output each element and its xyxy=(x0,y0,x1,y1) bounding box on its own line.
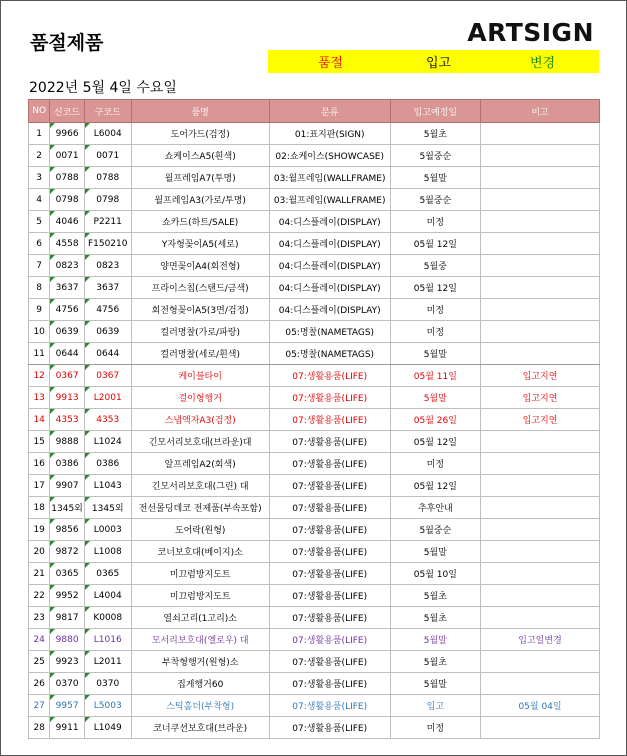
cell-category: 07:생활용품(LIFE) xyxy=(269,585,390,607)
cell-category: 04:디스플레이(DISPLAY) xyxy=(269,211,390,233)
cell-old-code: 0644 xyxy=(84,343,131,365)
table-row xyxy=(29,409,600,431)
cell-eta: 미정 xyxy=(390,717,480,739)
cell-no: 5 xyxy=(29,211,50,233)
cell-new-code: 9880 xyxy=(50,629,85,651)
cell-old-code: L2001 xyxy=(84,387,131,409)
table-row xyxy=(29,563,600,585)
cell-old-code: 0365 xyxy=(84,563,131,585)
table-row xyxy=(29,519,600,541)
cell-eta: 5월말 xyxy=(390,343,480,365)
cell-category: 07:생활용품(LIFE) xyxy=(269,409,390,431)
cell-product-name: 컬러명찰(세로/흰색) xyxy=(131,343,269,365)
cell-old-code: L4004 xyxy=(84,585,131,607)
cell-old-code: L1043 xyxy=(84,475,131,497)
cell-category: 07:생활용품(LIFE) xyxy=(269,695,390,717)
cell-no: 21 xyxy=(29,563,50,585)
table-row xyxy=(29,695,600,717)
cell-old-code: 0071 xyxy=(84,145,131,167)
cell-product-name: 부착형행거(원형)소 xyxy=(131,651,269,673)
cell-old-code: 3637 xyxy=(84,277,131,299)
col-header-old-code: 구코드 xyxy=(84,100,131,123)
cell-old-code: L6004 xyxy=(84,123,131,145)
cell-note xyxy=(481,343,600,365)
cell-category: 07:생활용품(LIFE) xyxy=(269,651,390,673)
cell-eta: 05월 10일 xyxy=(390,563,480,585)
cell-eta: 5월초 xyxy=(390,585,480,607)
cell-note xyxy=(481,123,600,145)
cell-eta: 5월말 xyxy=(390,629,480,651)
col-header-category: 분류 xyxy=(269,100,390,123)
cell-product-name: 스냅액자A3(검정) xyxy=(131,409,269,431)
cell-eta: 미정 xyxy=(390,211,480,233)
cell-old-code: 0386 xyxy=(84,453,131,475)
table-row xyxy=(29,365,600,387)
cell-product-name: 쇼카드(하트/SALE) xyxy=(131,211,269,233)
cell-eta: 추후안내 xyxy=(390,497,480,519)
table-row xyxy=(29,431,600,453)
cell-note xyxy=(481,585,600,607)
table-row xyxy=(29,299,600,321)
cell-no: 23 xyxy=(29,607,50,629)
cell-eta: 입고 xyxy=(390,695,480,717)
table-row xyxy=(29,145,600,167)
cell-old-code: 0788 xyxy=(84,167,131,189)
cell-no: 4 xyxy=(29,189,50,211)
cell-eta: 5월중순 xyxy=(390,519,480,541)
table-row xyxy=(29,189,600,211)
cell-old-code: L5003 xyxy=(84,695,131,717)
legend-restock: 입고 xyxy=(426,56,452,71)
cell-category: 04:디스플레이(DISPLAY) xyxy=(269,277,390,299)
cell-note: 입고지연 xyxy=(481,365,600,387)
cell-eta: 미정 xyxy=(390,299,480,321)
cell-category: 07:생활용품(LIFE) xyxy=(269,519,390,541)
col-header-new-code: 신코드 xyxy=(50,100,85,123)
cell-old-code: 0639 xyxy=(84,321,131,343)
cell-old-code: K0008 xyxy=(84,607,131,629)
cell-no: 22 xyxy=(29,585,50,607)
cell-note xyxy=(481,299,600,321)
col-header-eta: 입고예정일 xyxy=(390,100,480,123)
cell-no: 3 xyxy=(29,167,50,189)
cell-category: 07:생활용품(LIFE) xyxy=(269,717,390,739)
cell-note xyxy=(481,453,600,475)
cell-product-name: 회전형꽂이A5(3면/검정) xyxy=(131,299,269,321)
cell-note: 입고일변경 xyxy=(481,629,600,651)
table-row xyxy=(29,497,600,519)
cell-old-code: 4756 xyxy=(84,299,131,321)
cell-product-name: 도어락(원형) xyxy=(131,519,269,541)
cell-no: 24 xyxy=(29,629,50,651)
cell-new-code: 9907 xyxy=(50,475,85,497)
cell-product-name: 코너쿠션보호대(브라운) xyxy=(131,717,269,739)
cell-no: 1 xyxy=(29,123,50,145)
cell-eta: 5월중 xyxy=(390,255,480,277)
table-row xyxy=(29,167,600,189)
cell-no: 2 xyxy=(29,145,50,167)
cell-note xyxy=(481,431,600,453)
cell-note xyxy=(481,277,600,299)
cell-category: 04:디스플레이(DISPLAY) xyxy=(269,299,390,321)
cell-eta: 5월말 xyxy=(390,167,480,189)
cell-new-code: 0365 xyxy=(50,563,85,585)
cell-new-code: 4046 xyxy=(50,211,85,233)
cell-old-code: L1008 xyxy=(84,541,131,563)
cell-category: 03:월프레임(WALLFRAME) xyxy=(269,189,390,211)
cell-note: 입고지연 xyxy=(481,409,600,431)
cell-product-name: 전선몰딩데코 전제품(부속포함) xyxy=(131,497,269,519)
table-row xyxy=(29,673,600,695)
cell-new-code: 4353 xyxy=(50,409,85,431)
cell-old-code: L1024 xyxy=(84,431,131,453)
cell-old-code: 0367 xyxy=(84,365,131,387)
cell-eta: 5월초 xyxy=(390,607,480,629)
cell-eta: 05월 12일 xyxy=(390,431,480,453)
table-row xyxy=(29,607,600,629)
cell-no: 18 xyxy=(29,497,50,519)
cell-eta: 5월말 xyxy=(390,541,480,563)
table-row xyxy=(29,717,600,739)
cell-old-code: F150210 xyxy=(84,233,131,255)
cell-new-code: 9817 xyxy=(50,607,85,629)
cell-product-name: 양면꽂이A4(회전형) xyxy=(131,255,269,277)
cell-eta: 05월 12일 xyxy=(390,475,480,497)
cell-category: 07:생활용품(LIFE) xyxy=(269,475,390,497)
cell-no: 15 xyxy=(29,431,50,453)
legend-changed: 변경 xyxy=(530,56,556,71)
cell-note xyxy=(481,541,600,563)
cell-note xyxy=(481,211,600,233)
cell-no: 7 xyxy=(29,255,50,277)
cell-product-name: 모서리보호대(옐로우) 대 xyxy=(131,629,269,651)
cell-product-name: 미끄럼방지도트 xyxy=(131,585,269,607)
status-legend xyxy=(268,50,599,73)
cell-new-code: 9856 xyxy=(50,519,85,541)
table-row xyxy=(29,629,600,651)
cell-old-code: 0370 xyxy=(84,673,131,695)
cell-no: 20 xyxy=(29,541,50,563)
cell-new-code: 3637 xyxy=(50,277,85,299)
table-row xyxy=(29,453,600,475)
cell-new-code: 0386 xyxy=(50,453,85,475)
table-row xyxy=(29,387,600,409)
cell-eta: 05월 11일 xyxy=(390,365,480,387)
table-row xyxy=(29,585,600,607)
cell-category: 07:생활용품(LIFE) xyxy=(269,387,390,409)
col-header-note: 비고 xyxy=(481,100,600,123)
cell-product-name: 미끄럼방지도트 xyxy=(131,563,269,585)
cell-no: 9 xyxy=(29,299,50,321)
cell-category: 02:쇼케이스(SHOWCASE) xyxy=(269,145,390,167)
cell-old-code: L2011 xyxy=(84,651,131,673)
cell-new-code: 9888 xyxy=(50,431,85,453)
cell-category: 07:생활용품(LIFE) xyxy=(269,365,390,387)
table-header-row xyxy=(29,100,600,123)
cell-product-name: 케이블타이 xyxy=(131,365,269,387)
cell-new-code: 0644 xyxy=(50,343,85,365)
cell-note xyxy=(481,145,600,167)
cell-new-code: 1345외 xyxy=(50,497,85,519)
cell-category: 07:생활용품(LIFE) xyxy=(269,563,390,585)
cell-product-name: 스틱홀더(부착형) xyxy=(131,695,269,717)
soldout-table xyxy=(28,99,600,739)
cell-old-code: 4353 xyxy=(84,409,131,431)
cell-new-code: 9952 xyxy=(50,585,85,607)
table-row xyxy=(29,255,600,277)
cell-new-code: 9911 xyxy=(50,717,85,739)
cell-category: 07:생활용품(LIFE) xyxy=(269,497,390,519)
cell-eta: 5월중순 xyxy=(390,145,480,167)
table-row xyxy=(29,123,600,145)
cell-note xyxy=(481,321,600,343)
col-header-no: NO xyxy=(29,100,50,123)
cell-no: 17 xyxy=(29,475,50,497)
cell-new-code: 0788 xyxy=(50,167,85,189)
cell-note xyxy=(481,189,600,211)
cell-eta: 5월초 xyxy=(390,651,480,673)
cell-no: 8 xyxy=(29,277,50,299)
cell-product-name: 컬러명찰(가로/파랑) xyxy=(131,321,269,343)
cell-category: 07:생활용품(LIFE) xyxy=(269,431,390,453)
cell-no: 16 xyxy=(29,453,50,475)
cell-no: 11 xyxy=(29,343,50,365)
cell-eta: 05월 12일 xyxy=(390,277,480,299)
cell-eta: 5월말 xyxy=(390,387,480,409)
col-header-product-name: 품명 xyxy=(131,100,269,123)
cell-eta: 05월 12일 xyxy=(390,233,480,255)
cell-category: 07:생활용품(LIFE) xyxy=(269,673,390,695)
cell-note: 05월 04일 xyxy=(481,695,600,717)
cell-note: 입고지연 xyxy=(481,387,600,409)
cell-no: 13 xyxy=(29,387,50,409)
cell-category: 03:월프레임(WALLFRAME) xyxy=(269,167,390,189)
report-date: 2022년 5월 4일 수요일 xyxy=(29,80,177,96)
cell-new-code: 4756 xyxy=(50,299,85,321)
cell-product-name: 긴모서리보호대(그린) 대 xyxy=(131,475,269,497)
cell-old-code: L1049 xyxy=(84,717,131,739)
cell-new-code: 9913 xyxy=(50,387,85,409)
table-row xyxy=(29,233,600,255)
cell-note xyxy=(481,497,600,519)
cell-category: 07:생활용품(LIFE) xyxy=(269,607,390,629)
cell-note xyxy=(481,167,600,189)
cell-new-code: 9966 xyxy=(50,123,85,145)
cell-category: 05:명찰(NAMETAGS) xyxy=(269,343,390,365)
cell-new-code: 0639 xyxy=(50,321,85,343)
cell-product-name: 쇼케이스A5(흰색) xyxy=(131,145,269,167)
table-row xyxy=(29,211,600,233)
cell-eta: 미정 xyxy=(390,321,480,343)
cell-new-code: 0071 xyxy=(50,145,85,167)
cell-category: 07:생활용품(LIFE) xyxy=(269,453,390,475)
cell-category: 04:디스플레이(DISPLAY) xyxy=(269,255,390,277)
cell-note xyxy=(481,519,600,541)
cell-product-name: 도어가드(검정) xyxy=(131,123,269,145)
cell-note xyxy=(481,475,600,497)
cell-eta: 미정 xyxy=(390,453,480,475)
cell-category: 07:생활용품(LIFE) xyxy=(269,541,390,563)
cell-new-code: 9872 xyxy=(50,541,85,563)
cell-product-name: 프라이스칩(스탠드/금색) xyxy=(131,277,269,299)
cell-product-name: 코너보호대(베이지)소 xyxy=(131,541,269,563)
cell-no: 6 xyxy=(29,233,50,255)
table-row xyxy=(29,651,600,673)
table-row xyxy=(29,321,600,343)
cell-note xyxy=(481,563,600,585)
cell-category: 07:생활용품(LIFE) xyxy=(269,629,390,651)
brand-logo: ARTSIGN xyxy=(467,18,594,47)
cell-note xyxy=(481,673,600,695)
cell-no: 12 xyxy=(29,365,50,387)
cell-new-code: 9923 xyxy=(50,651,85,673)
table-row xyxy=(29,541,600,563)
cell-no: 25 xyxy=(29,651,50,673)
cell-note xyxy=(481,255,600,277)
cell-old-code: P2211 xyxy=(84,211,131,233)
page-title: 품절제품 xyxy=(30,32,104,54)
cell-note xyxy=(481,607,600,629)
cell-eta: 5월초 xyxy=(390,123,480,145)
cell-new-code: 0798 xyxy=(50,189,85,211)
cell-new-code: 9957 xyxy=(50,695,85,717)
cell-product-name: 열쇠고리(1고리)소 xyxy=(131,607,269,629)
cell-no: 19 xyxy=(29,519,50,541)
cell-eta: 5월중순 xyxy=(390,189,480,211)
cell-new-code: 0367 xyxy=(50,365,85,387)
cell-no: 10 xyxy=(29,321,50,343)
cell-no: 28 xyxy=(29,717,50,739)
cell-old-code: 0823 xyxy=(84,255,131,277)
cell-category: 04:디스플레이(DISPLAY) xyxy=(269,233,390,255)
table-row xyxy=(29,343,600,365)
cell-old-code: L1016 xyxy=(84,629,131,651)
cell-no: 27 xyxy=(29,695,50,717)
cell-eta: 05월 26일 xyxy=(390,409,480,431)
cell-product-name: 집게행거60 xyxy=(131,673,269,695)
cell-category: 01:표지판(SIGN) xyxy=(269,123,390,145)
cell-new-code: 0823 xyxy=(50,255,85,277)
cell-product-name: Y자형꽂이A5(세로) xyxy=(131,233,269,255)
cell-category: 05:명찰(NAMETAGS) xyxy=(269,321,390,343)
cell-product-name: 긴모서리보호대(브라운)대 xyxy=(131,431,269,453)
cell-old-code: 0798 xyxy=(84,189,131,211)
legend-sold-out: 품절 xyxy=(318,56,344,71)
cell-note xyxy=(481,233,600,255)
cell-product-name: 월프레임A3(가로/투명) xyxy=(131,189,269,211)
cell-no: 26 xyxy=(29,673,50,695)
cell-note xyxy=(481,651,600,673)
cell-new-code: 4558 xyxy=(50,233,85,255)
cell-new-code: 0370 xyxy=(50,673,85,695)
cell-old-code: 1345외 xyxy=(84,497,131,519)
table-row xyxy=(29,475,600,497)
cell-note xyxy=(481,717,600,739)
cell-eta: 5월말 xyxy=(390,673,480,695)
cell-product-name: 알프레임A2(회색) xyxy=(131,453,269,475)
cell-no: 14 xyxy=(29,409,50,431)
cell-old-code: L0003 xyxy=(84,519,131,541)
table-row xyxy=(29,277,600,299)
cell-product-name: 월프레임A7(투명) xyxy=(131,167,269,189)
cell-product-name: 걸이형행거 xyxy=(131,387,269,409)
